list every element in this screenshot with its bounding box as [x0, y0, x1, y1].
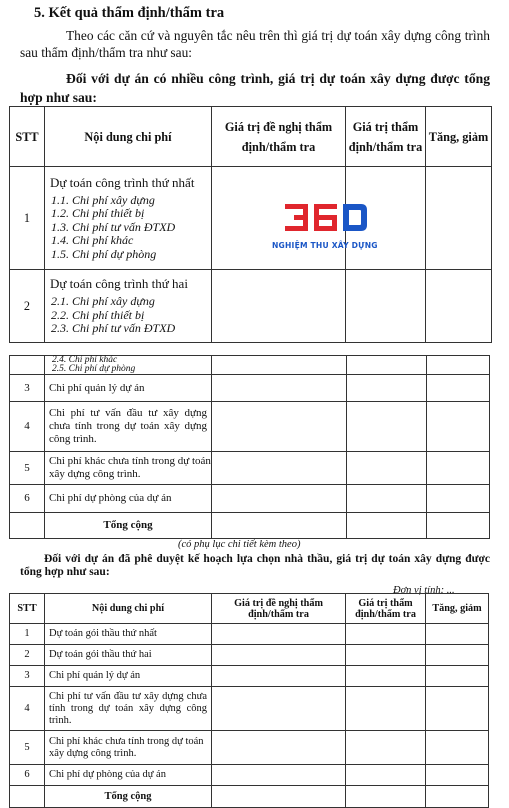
stt-cell: 6 — [10, 485, 45, 513]
proposed-cell — [212, 452, 347, 485]
stt-cell: 3 — [10, 375, 45, 402]
proposed-cell — [212, 402, 347, 452]
appraised-cell — [346, 666, 426, 687]
proposed-cell — [212, 485, 347, 513]
appraised-cell — [347, 356, 427, 375]
proposed-cell — [212, 270, 346, 343]
table-header-row — [10, 594, 489, 624]
header-change: Tăng, giảm — [426, 107, 492, 167]
appraised-cell — [346, 270, 426, 343]
content-cell: Chi phí khác chưa tính trong dự toán xây dựng công trình. — [45, 731, 212, 765]
total-label: Tổng cộng — [45, 786, 212, 808]
table-row — [10, 666, 489, 687]
total-row — [10, 513, 490, 539]
logo-digit-0 — [343, 204, 367, 231]
proposed-cell — [212, 765, 346, 786]
content-cell: Dự toán gói thầu thứ hai — [45, 645, 212, 666]
unit-label: Đơn vị tính: ... — [393, 585, 455, 596]
change-cell — [427, 356, 490, 375]
header-change: Tăng, giảm — [426, 594, 489, 624]
proposed-cell — [212, 356, 347, 375]
list-item: 1.2. Chi phí thiết bị — [51, 206, 145, 221]
table-row — [10, 402, 490, 452]
appraised-cell — [347, 513, 427, 539]
stt-cell: 5 — [10, 731, 45, 765]
content-cell: Chi phí khác chưa tính trong dự toán xây dựng công trình. — [45, 452, 212, 485]
bid-package-table — [9, 593, 489, 808]
header-content: Nội dung chi phí — [45, 594, 212, 624]
change-cell — [427, 485, 490, 513]
stt-cell: 2 — [10, 270, 45, 343]
content-cell: Chi phí dự phòng của dự án — [45, 765, 212, 786]
table-header-row — [10, 107, 492, 167]
proposed-cell — [212, 513, 347, 539]
change-cell — [426, 624, 489, 645]
watermark-caption: NGHIỆM THU XÂY DỰNG — [272, 241, 378, 250]
list-item: 2.3. Chi phí tư vấn ĐTXD — [51, 321, 176, 336]
appendix-note: (có phụ lục chi tiết kèm theo) — [178, 539, 301, 550]
header-stt: STT — [10, 107, 45, 167]
stt-cell: 2 — [10, 645, 45, 666]
proposed-cell — [212, 624, 346, 645]
change-cell — [426, 167, 492, 270]
content-cell — [45, 356, 212, 375]
continuation-table — [9, 355, 490, 539]
section-heading: 5. Kết quả thẩm định/thẩm tra — [34, 5, 225, 21]
content-cell — [45, 167, 212, 270]
logo-digit-3 — [303, 204, 308, 231]
list-item: 2.4. Chi phí khác — [52, 355, 118, 365]
stt-cell: 4 — [10, 687, 45, 731]
header-stt: STT — [10, 594, 45, 624]
stt-cell: 1 — [10, 167, 45, 270]
list-item: 1.3. Chi phí tư vấn ĐTXD — [51, 219, 176, 234]
appraised-cell — [346, 687, 426, 731]
table-row — [10, 624, 489, 645]
proposed-cell — [212, 666, 346, 687]
work-title: Dự toán công trình thứ nhất — [50, 174, 195, 190]
content-cell — [45, 270, 212, 343]
table-row — [10, 485, 490, 513]
appraised-cell — [347, 402, 427, 452]
change-cell — [426, 731, 489, 765]
table-row — [10, 375, 490, 402]
change-cell — [426, 687, 489, 731]
total-row — [10, 786, 489, 808]
work-title: Dự toán công trình thứ hai — [50, 276, 188, 292]
content-cell: Chi phí tư vấn đầu tư xây dựng chưa tính trong dự toán xây dựng công trình. — [45, 402, 212, 452]
table-row — [10, 356, 490, 375]
stt-cell: 5 — [10, 452, 45, 485]
multi-work-table — [9, 106, 492, 343]
table-row — [10, 645, 489, 666]
stt-cell: 4 — [10, 402, 45, 452]
table-row — [10, 731, 489, 765]
list-item: 1.1. Chi phí xây dựng — [51, 192, 155, 207]
stt-cell: 3 — [10, 666, 45, 687]
cost-item-list — [51, 194, 211, 262]
list-item: 1.4. Chi phí khác — [51, 233, 134, 248]
change-cell — [427, 513, 490, 539]
table-row — [10, 167, 492, 270]
proposed-cell — [212, 731, 346, 765]
stt-cell: 6 — [10, 765, 45, 786]
proposed-cell — [212, 375, 347, 402]
intro-paragraph: Theo các căn cứ và nguyên tắc nêu trên thì giá trị dự toán xây dựng công trình sau thẩm định/thẩm tra như sau: — [20, 28, 490, 60]
stt-cell — [10, 786, 45, 808]
appraised-cell — [346, 731, 426, 765]
content-cell: Chi phí quản lý dự án — [45, 375, 212, 402]
table-row — [10, 765, 489, 786]
appraised-cell — [347, 452, 427, 485]
table-row — [10, 452, 490, 485]
appraised-cell — [346, 645, 426, 666]
change-cell — [427, 402, 490, 452]
list-item: 1.5. Chi phí dự phòng — [51, 246, 157, 261]
header-proposed: Giá trị đề nghị thẩm định/thẩm tra — [212, 107, 346, 167]
stt-cell: 1 — [10, 624, 45, 645]
appraised-cell — [347, 375, 427, 402]
proposed-cell — [212, 645, 346, 666]
approved-heading: Đối với dự án đã phê duyệt kế hoạch lựa chọn nhà thầu, giá trị dự toán xây dựng được tổng hợp như sau: — [20, 553, 490, 578]
proposed-cell — [212, 786, 346, 808]
content-cell: Dự toán gói thầu thứ nhất — [45, 624, 212, 645]
appraised-cell — [346, 624, 426, 645]
change-cell — [426, 786, 489, 808]
multi-work-heading: Đối với dự án có nhiều công trình, giá trị dự toán xây dựng được tổng hợp như sau: — [20, 71, 490, 105]
content-cell: Chi phí quản lý dự án — [45, 666, 212, 687]
change-cell — [426, 645, 489, 666]
stt-cell — [10, 513, 45, 539]
header-content: Nội dung chi phí — [45, 107, 212, 167]
change-cell — [427, 452, 490, 485]
logo-digit-6 — [332, 215, 337, 231]
content-cell: Chi phí dự phòng của dự án — [45, 485, 212, 513]
list-item: 2.5. Chi phí dự phòng — [52, 364, 136, 374]
change-cell — [426, 666, 489, 687]
proposed-cell — [212, 687, 346, 731]
cost-item-list — [51, 295, 211, 336]
list-item: 2.1. Chi phí xây dựng — [51, 294, 155, 309]
change-cell — [427, 375, 490, 402]
table-row — [10, 270, 492, 343]
list-item: 2.2. Chi phí thiết bị — [51, 307, 145, 322]
appraised-cell — [346, 786, 426, 808]
total-label: Tổng cộng — [45, 513, 212, 539]
table-row — [10, 687, 489, 731]
appraised-cell — [346, 765, 426, 786]
header-appraised: Giá trị thẩm định/thẩm tra — [346, 107, 426, 167]
appraised-cell — [347, 485, 427, 513]
header-appraised: Giá trị thẩm định/thẩm tra — [346, 594, 426, 624]
header-proposed: Giá trị đề nghị thẩm định/thẩm tra — [212, 594, 346, 624]
change-cell — [426, 765, 489, 786]
change-cell — [426, 270, 492, 343]
content-cell: Chi phí tư vấn đầu tư xây dựng chưa tính trong dự toán xây dựng công trình. — [45, 687, 212, 731]
stt-cell — [10, 356, 45, 375]
